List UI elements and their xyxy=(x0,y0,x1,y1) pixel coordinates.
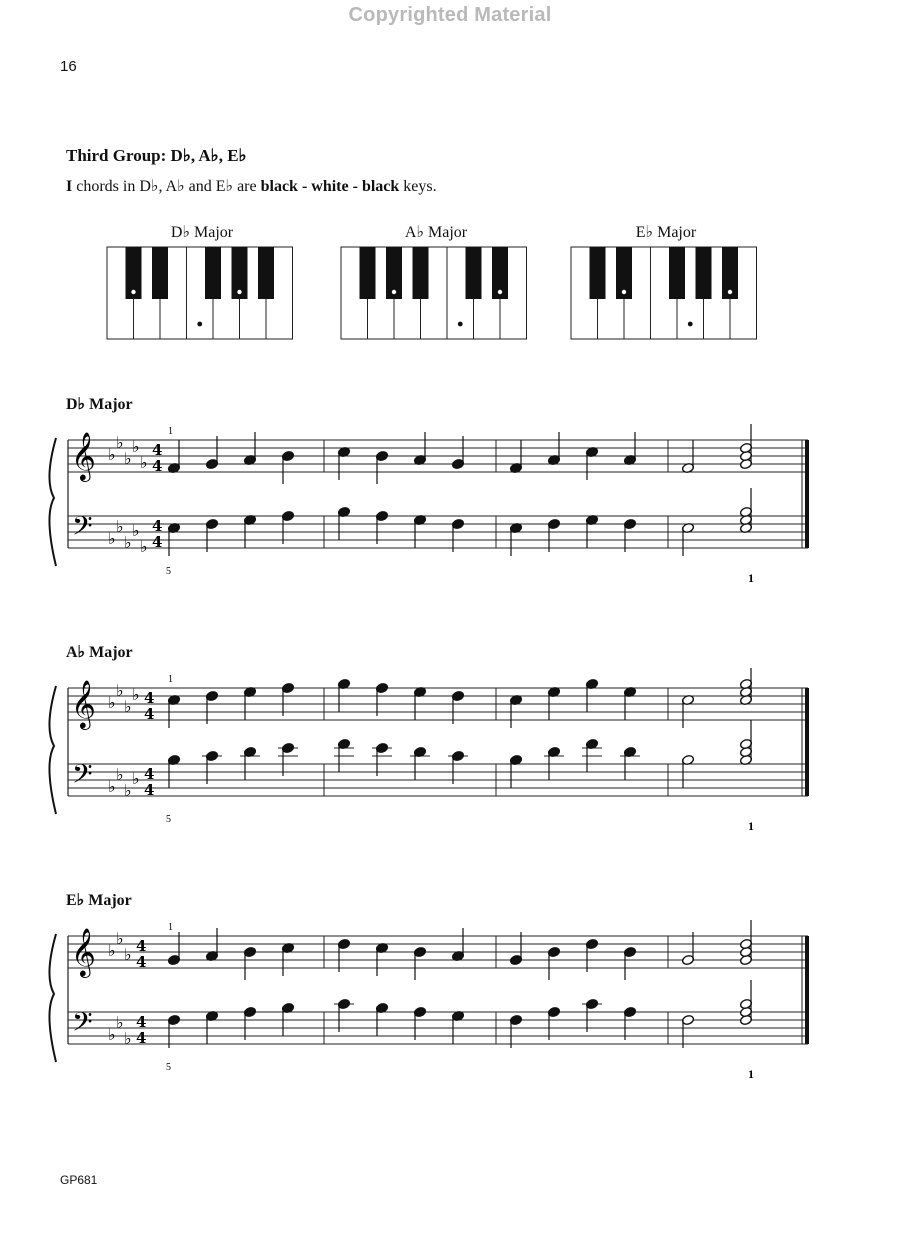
time-signature-top: 4 xyxy=(144,689,155,707)
key-flat: ♭ xyxy=(124,781,132,800)
key-flat: ♭ xyxy=(132,521,140,540)
key-flat: ♭ xyxy=(108,529,116,548)
chord-dot xyxy=(131,290,135,294)
piece-title-db: D♭ Major xyxy=(66,396,133,413)
fingering-bottom: 5 xyxy=(166,1062,171,1073)
fingering-top: 1 xyxy=(168,426,173,437)
bass-clef: 𝄢 xyxy=(72,758,93,796)
brace xyxy=(49,438,56,566)
key-flat: ♭ xyxy=(108,941,116,960)
watermark: Copyrighted Material xyxy=(348,4,552,26)
chord-dot xyxy=(392,290,396,294)
key-flat: ♭ xyxy=(116,433,124,452)
black-key xyxy=(590,247,606,299)
treble-clef: 𝄞 xyxy=(71,431,96,480)
key-flat: ♭ xyxy=(116,765,124,784)
fingering-top: 1 xyxy=(168,674,173,685)
piano-keys-ab xyxy=(340,246,532,364)
key-flat: ♭ xyxy=(132,685,140,704)
time-signature-bottom: 4 xyxy=(144,705,155,723)
fingering-end: 1 xyxy=(748,571,754,585)
chord-dot xyxy=(498,290,502,294)
time-signature-bottom: 4 xyxy=(136,953,147,971)
time-signature-bottom: 4 xyxy=(144,781,155,799)
keyboard-label: D♭ Major xyxy=(170,224,234,241)
keyboard-label: A♭ Major xyxy=(404,224,468,241)
time-signature-bottom: 4 xyxy=(152,533,163,551)
keyboard-diagram-ab xyxy=(340,220,532,350)
treble-clef: 𝄞 xyxy=(71,679,96,728)
chord-dot xyxy=(728,290,732,294)
key-flat: ♭ xyxy=(124,945,132,964)
intro-text xyxy=(66,176,437,196)
time-signature-bottom: 4 xyxy=(136,1029,147,1047)
intro-part-1: I xyxy=(66,178,73,195)
key-flat: ♭ xyxy=(124,533,132,552)
fingering-bottom: 5 xyxy=(166,566,171,577)
score-system-eb xyxy=(48,916,828,1086)
time-signature-top: 4 xyxy=(152,441,163,459)
key-flat: ♭ xyxy=(116,517,124,536)
piano-keys-db xyxy=(106,246,298,364)
bass-clef: 𝄢 xyxy=(72,1006,93,1044)
keyboard-label: E♭ Major xyxy=(635,224,697,241)
chord-dot xyxy=(197,322,202,327)
bass-clef: 𝄢 xyxy=(72,510,93,548)
fingering-bottom: 5 xyxy=(166,814,171,825)
fingering-end: 1 xyxy=(748,819,754,833)
black-key xyxy=(669,247,685,299)
key-flat: ♭ xyxy=(132,437,140,456)
piece-title-ab: A♭ Major xyxy=(66,644,133,661)
black-key xyxy=(258,247,274,299)
final-barline-thick xyxy=(805,440,809,548)
key-flat: ♭ xyxy=(116,929,124,948)
black-key xyxy=(466,247,482,299)
brace xyxy=(49,686,56,814)
black-key xyxy=(152,247,168,299)
key-flat: ♭ xyxy=(124,1029,132,1048)
fingering-end: 1 xyxy=(748,1067,754,1081)
piece-title-eb: E♭ Major xyxy=(66,892,132,909)
time-signature-top: 4 xyxy=(136,1013,147,1031)
key-flat: ♭ xyxy=(108,1025,116,1044)
intro-part-2: chords in D♭, A♭ and E♭ are xyxy=(72,178,261,195)
catalog-number: GP681 xyxy=(60,1173,98,1187)
group-heading: Third Group: D♭, A♭, E♭ xyxy=(66,146,247,165)
key-flat: ♭ xyxy=(124,697,132,716)
key-flat: ♭ xyxy=(108,777,116,796)
keyboard-diagram-eb xyxy=(570,220,762,350)
key-flat: ♭ xyxy=(108,693,116,712)
black-key xyxy=(696,247,712,299)
time-signature-top: 4 xyxy=(144,765,155,783)
key-flat: ♭ xyxy=(116,681,124,700)
key-flat: ♭ xyxy=(116,1013,124,1032)
key-flat: ♭ xyxy=(108,445,116,464)
treble-clef: 𝄞 xyxy=(71,927,96,976)
score-system-ab xyxy=(48,668,828,838)
keyboard-diagram-db xyxy=(106,220,298,350)
black-key xyxy=(360,247,376,299)
piano-keys-eb xyxy=(570,246,762,364)
score-system-db xyxy=(48,420,828,590)
time-signature-top: 4 xyxy=(136,937,147,955)
key-flat: ♭ xyxy=(124,449,132,468)
black-key xyxy=(413,247,429,299)
intro-part-3: black - white - black xyxy=(260,178,400,195)
chord-dot xyxy=(458,322,463,327)
key-flat: ♭ xyxy=(140,453,148,472)
brace xyxy=(49,934,56,1062)
key-flat: ♭ xyxy=(132,769,140,788)
chord-dot xyxy=(622,290,626,294)
chord-dot xyxy=(237,290,241,294)
black-key xyxy=(205,247,221,299)
final-barline-thick xyxy=(805,688,809,796)
final-barline-thick xyxy=(805,936,809,1044)
time-signature-top: 4 xyxy=(152,517,163,535)
intro-part-4: keys. xyxy=(399,178,437,195)
page-number: 16 xyxy=(60,58,77,75)
time-signature-bottom: 4 xyxy=(152,457,163,475)
fingering-top: 1 xyxy=(168,922,173,933)
key-flat: ♭ xyxy=(140,537,148,556)
chord-dot xyxy=(688,322,693,327)
